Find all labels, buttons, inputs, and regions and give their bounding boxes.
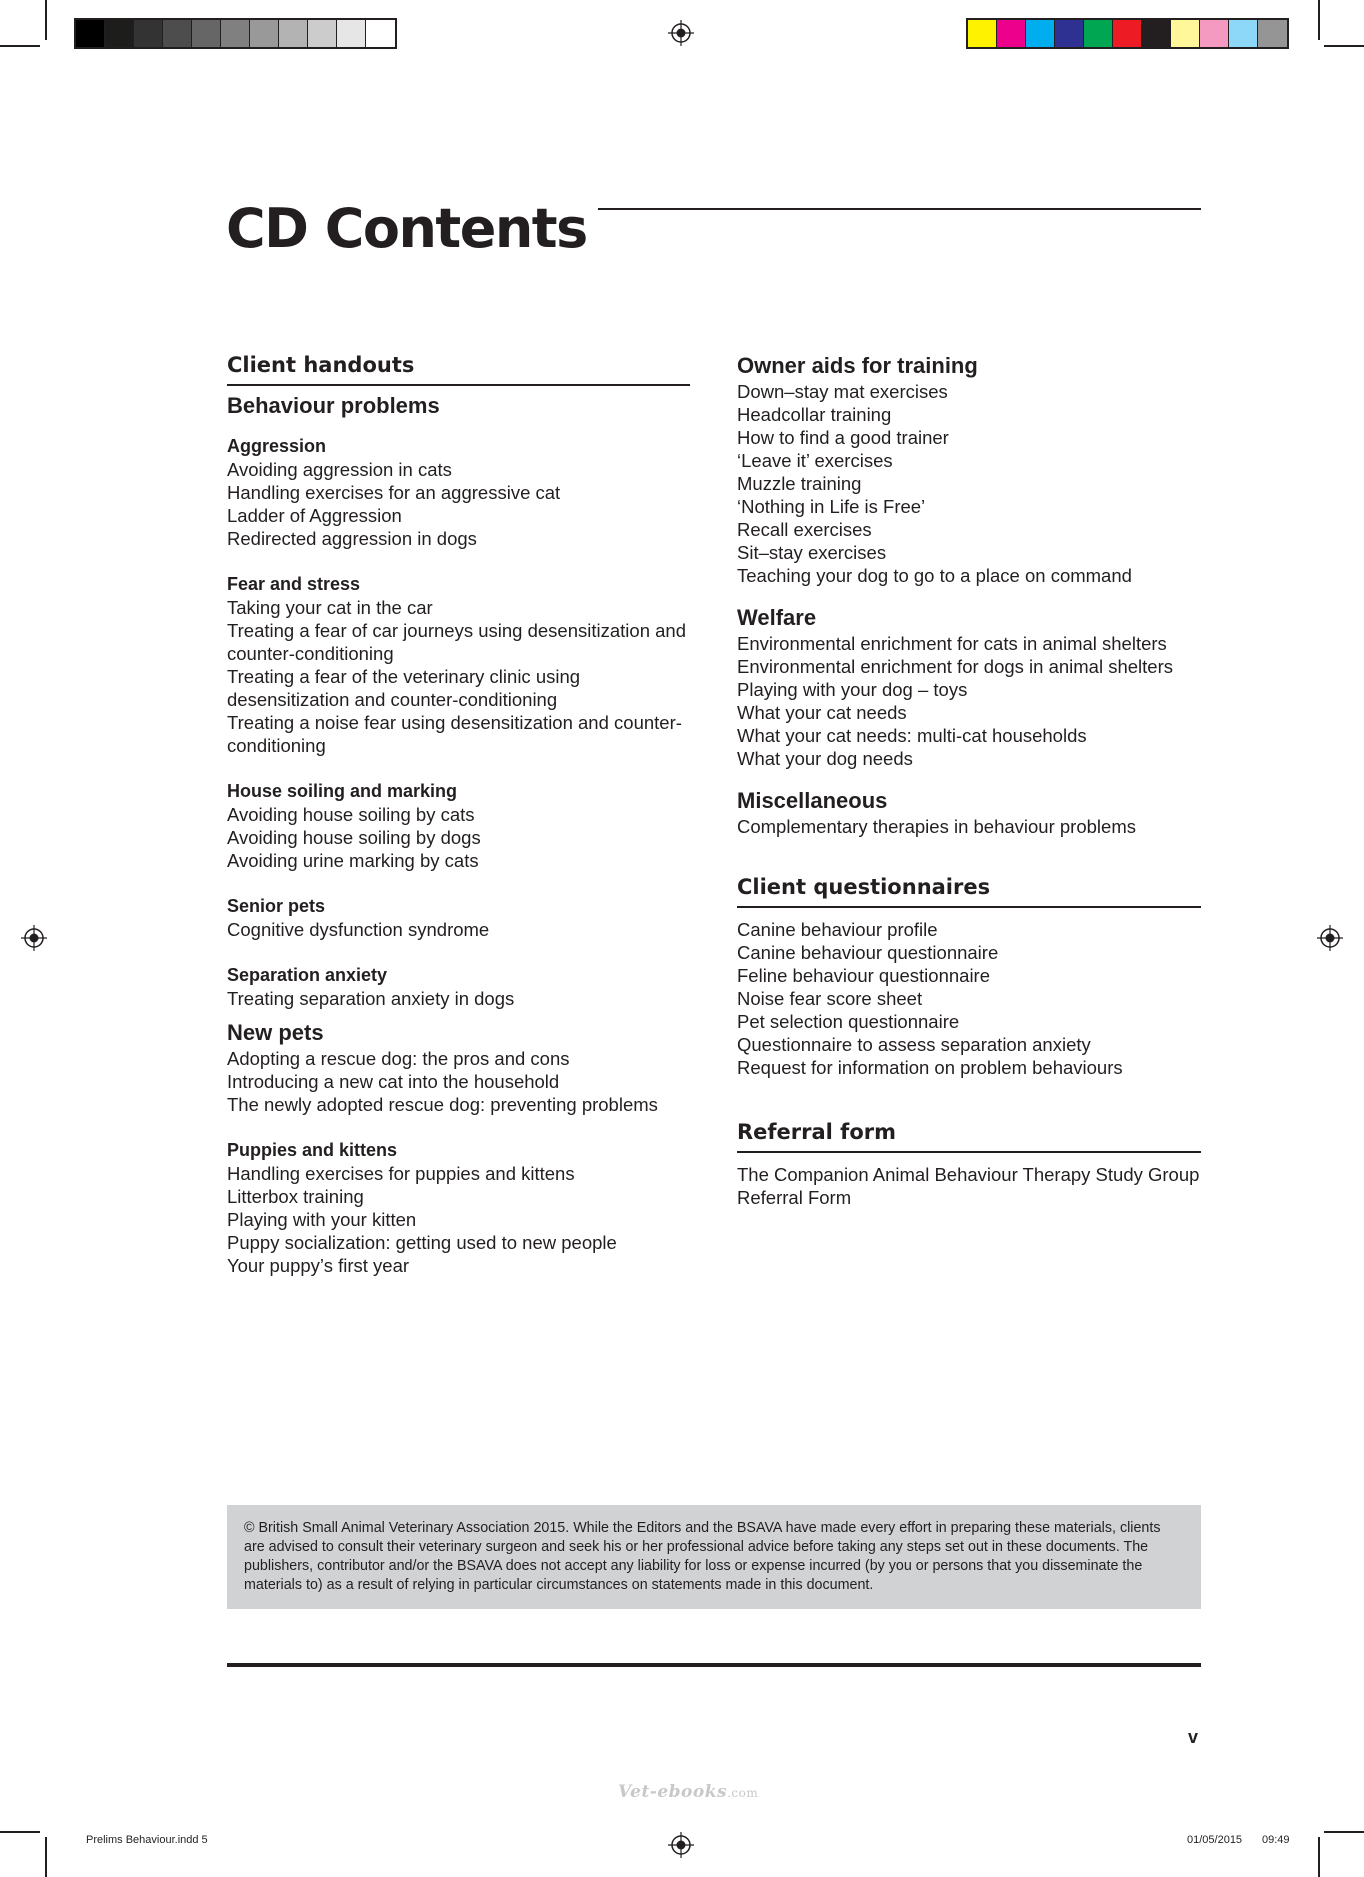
list-item[interactable]: Puppy socialization: getting used to new people [227, 1232, 617, 1253]
list-item[interactable]: What your cat needs [737, 702, 907, 723]
subsection-heading-miscellaneous: Miscellaneous [737, 788, 888, 813]
page-title: CD Contents [226, 197, 587, 260]
welfare-list [737, 632, 1201, 770]
list-item[interactable]: Down–stay mat exercises [737, 381, 948, 402]
group-heading-puppies-and-kittens: Puppies and kittens [227, 1140, 398, 1160]
list-item[interactable]: What your cat needs: multi-cat households [737, 725, 1087, 746]
subsection-heading-welfare: Welfare [737, 605, 817, 630]
colour-swatch [250, 20, 279, 47]
list-item[interactable]: Avoiding urine marking by cats [227, 850, 479, 871]
list-item[interactable]: Ladder of Aggression [227, 505, 402, 526]
list-item[interactable]: Your puppy’s first year [227, 1255, 410, 1276]
list-item[interactable]: Cognitive dysfunction syndrome [227, 919, 490, 940]
group-list [227, 987, 690, 1010]
list-item[interactable]: Playing with your kitten [227, 1209, 417, 1230]
subsection-heading-owner-aids: Owner aids for training [737, 353, 978, 378]
colour-swatch [76, 20, 105, 47]
list-item[interactable]: Muzzle training [737, 473, 862, 494]
title-rule [598, 208, 1201, 210]
group-heading: House soiling and marking [227, 781, 458, 801]
copyright-disclaimer: © British Small Animal Veterinary Association 2015. While the Editors and the BSAVA have made every effort in preparing these materials, clients are advised to consult their veterinary surgeon and seek his or her professional advice before taking any steps set out in these documents. The publishers, contributor and/or the BSAVA does not accept any liability for loss or expense incurred (by you or persons that you disseminate the materials to) as a result of relying in particular circumstances on statements made in this document. [227, 1505, 1201, 1609]
list-item[interactable]: Request for information on problem behaviours [737, 1057, 1123, 1078]
colour-swatch [968, 20, 997, 47]
list-item[interactable]: Avoiding house soiling by cats [227, 804, 475, 825]
group-heading: Aggression [227, 436, 327, 456]
colour-swatch [366, 20, 395, 47]
crop-mark [1318, 0, 1320, 40]
colour-swatch [1113, 20, 1142, 47]
slug-filename: Prelims Behaviour.indd 5 [86, 1834, 208, 1846]
group-heading: Fear and stress [227, 574, 361, 594]
list-item[interactable]: Treating separation anxiety in dogs [227, 988, 515, 1009]
miscellaneous-list [737, 815, 1201, 838]
colour-swatch [1084, 20, 1113, 47]
list-item[interactable]: Headcollar training [737, 404, 892, 425]
crop-mark [0, 1831, 40, 1833]
colour-swatch [221, 20, 250, 47]
list-item[interactable]: Treating a fear of the veterinary clinic using desensitization and counter-conditioning [227, 666, 581, 710]
slug-time: 09:49 [1262, 1834, 1290, 1846]
slug-date: 01/05/2015 [1187, 1834, 1243, 1846]
subsection-heading-new-pets: New pets [227, 1020, 324, 1045]
list-item[interactable]: Treating a noise fear using desensitization and counter-conditioning [227, 712, 682, 756]
list-item[interactable]: Pet selection questionnaire [737, 1011, 960, 1032]
new-pets-list [227, 1047, 690, 1116]
colour-swatch [192, 20, 221, 47]
list-item[interactable]: Treating a fear of car journeys using desensitization and counter-conditioning [227, 620, 686, 664]
list-item[interactable]: Canine behaviour questionnaire [737, 942, 999, 963]
crop-mark [45, 1837, 47, 1877]
list-item[interactable]: Introducing a new cat into the household [227, 1071, 560, 1092]
colour-bar [966, 18, 1289, 49]
list-item[interactable]: Litterbox training [227, 1186, 364, 1207]
registration-mark-icon [21, 925, 47, 951]
greyscale-bar [74, 18, 397, 49]
crop-mark [1318, 1837, 1320, 1877]
owner-aids-list [737, 380, 1201, 587]
watermark-suffix: .com [727, 1786, 759, 1800]
watermark [618, 1782, 758, 1802]
puppies-list [227, 1162, 690, 1277]
list-item[interactable]: Recall exercises [737, 519, 872, 540]
colour-swatch [1200, 20, 1229, 47]
list-item[interactable]: The newly adopted rescue dog: preventing problems [227, 1094, 658, 1115]
group-list [227, 458, 690, 550]
list-item[interactable]: How to find a good trainer [737, 427, 949, 448]
list-item[interactable]: Feline behaviour questionnaire [737, 965, 991, 986]
list-item[interactable]: Redirected aggression in dogs [227, 528, 477, 549]
colour-swatch [1229, 20, 1258, 47]
colour-swatch [1142, 20, 1171, 47]
list-item[interactable]: Teaching your dog to go to a place on command [737, 565, 1132, 586]
group-list [227, 596, 690, 757]
group-heading: Senior pets [227, 896, 326, 916]
section-heading-referral-form: Referral form [737, 1119, 1201, 1153]
crop-mark [1324, 1831, 1364, 1833]
list-item[interactable]: The Companion Animal Behaviour Therapy Study Group Referral Form [737, 1164, 1200, 1208]
list-item[interactable]: Taking your cat in the car [227, 597, 433, 618]
list-item[interactable]: Canine behaviour profile [737, 919, 938, 940]
colour-swatch [337, 20, 366, 47]
registration-mark-icon [668, 1832, 694, 1858]
list-item[interactable]: Avoiding aggression in cats [227, 459, 452, 480]
list-item[interactable]: Environmental enrichment for dogs in animal shelters [737, 656, 1173, 677]
section-heading-client-questionnaires: Client questionnaires [737, 874, 1201, 908]
list-item[interactable]: Questionnaire to assess separation anxiety [737, 1034, 1091, 1055]
crop-mark [0, 45, 40, 47]
registration-mark-icon [668, 20, 694, 46]
colour-swatch [308, 20, 337, 47]
colour-swatch [997, 20, 1026, 47]
list-item[interactable]: ‘Nothing in Life is Free’ [737, 496, 926, 517]
colour-swatch [1171, 20, 1200, 47]
colour-swatch [279, 20, 308, 47]
list-item[interactable]: What your dog needs [737, 748, 913, 769]
bottom-rule [227, 1663, 1201, 1667]
colour-swatch [1258, 20, 1287, 47]
colour-swatch [1055, 20, 1084, 47]
crop-mark [1324, 45, 1364, 47]
list-item[interactable]: Handling exercises for puppies and kittens [227, 1163, 575, 1184]
colour-swatch [1026, 20, 1055, 47]
referral-list [737, 1163, 1201, 1209]
group-heading: Separation anxiety [227, 965, 388, 985]
colour-swatch [134, 20, 163, 47]
questionnaires-list [737, 918, 1201, 1079]
list-item[interactable]: ‘Leave it’ exercises [737, 450, 893, 471]
crop-mark [45, 0, 47, 40]
list-item[interactable]: Noise fear score sheet [737, 988, 923, 1009]
list-item[interactable]: Complementary therapies in behaviour problems [737, 816, 1136, 837]
colour-swatch [163, 20, 192, 47]
list-item[interactable]: Handling exercises for an aggressive cat [227, 482, 561, 503]
list-item[interactable]: Playing with your dog – toys [737, 679, 968, 700]
list-item[interactable]: Adopting a rescue dog: the pros and cons [227, 1048, 570, 1069]
colour-swatch [105, 20, 134, 47]
watermark-text: Vet-ebooks [618, 1782, 728, 1802]
list-item[interactable]: Avoiding house soiling by dogs [227, 827, 481, 848]
list-item[interactable]: Environmental enrichment for cats in animal shelters [737, 633, 1167, 654]
subsection-heading-behaviour-problems: Behaviour problems [227, 393, 440, 418]
page-number: v [1188, 1727, 1199, 1747]
group-list [227, 803, 690, 872]
group-list [227, 918, 690, 941]
registration-mark-icon [1317, 925, 1343, 951]
behaviour-groups [227, 435, 690, 1010]
right-column [737, 352, 1201, 1209]
section-heading-client-handouts: Client handouts [227, 352, 690, 386]
left-column [227, 352, 690, 1277]
list-item[interactable]: Sit–stay exercises [737, 542, 887, 563]
